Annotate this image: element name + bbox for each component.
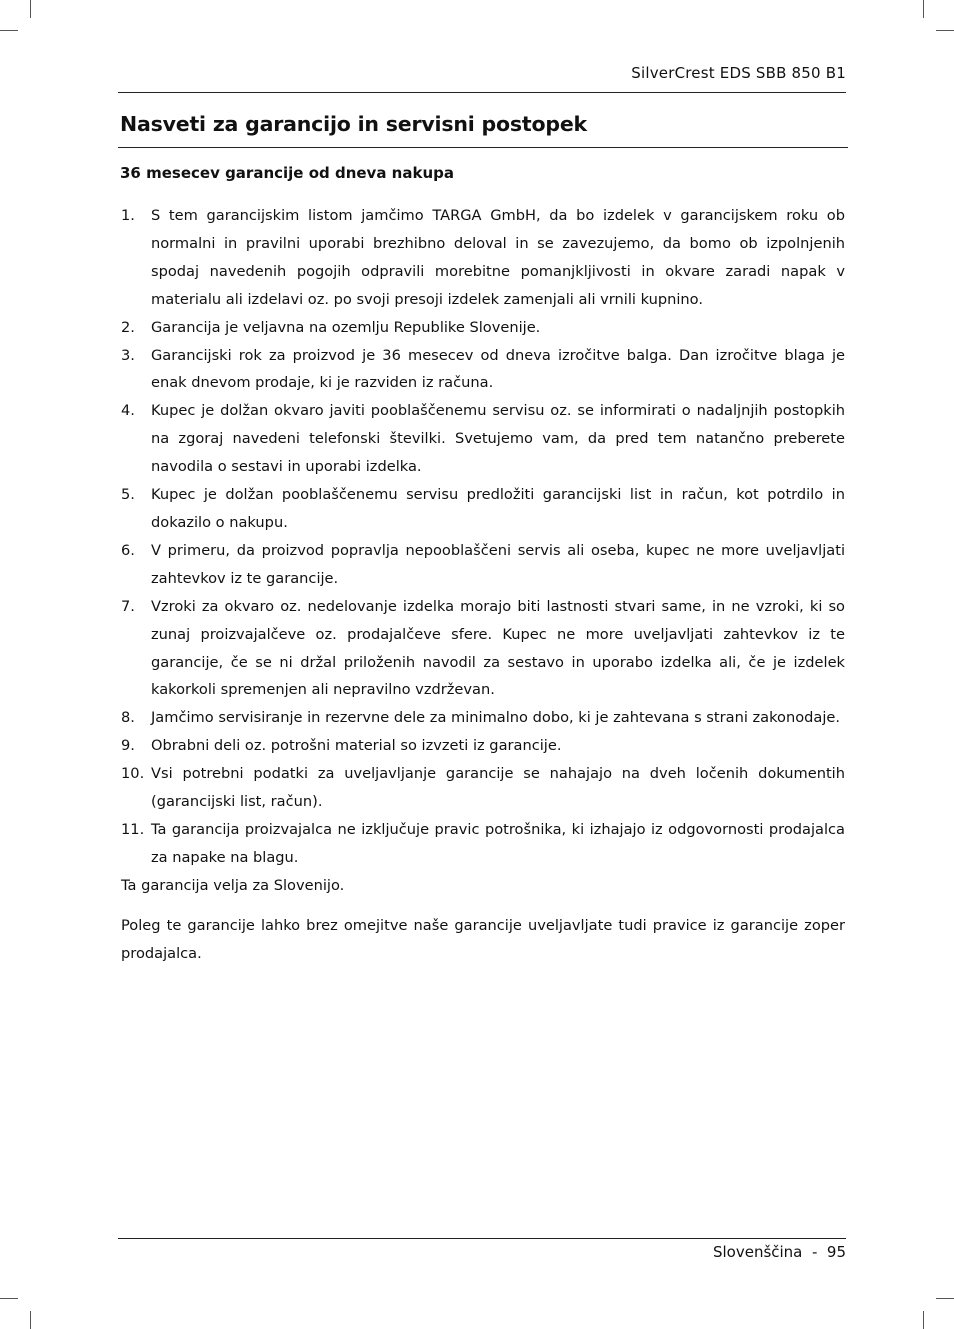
item-number: 5. (121, 486, 135, 504)
section-divider (118, 147, 848, 148)
item-number: 3. (121, 346, 135, 364)
page-number: 95 (826, 1243, 846, 1261)
document-body (121, 202, 845, 967)
list-item (121, 342, 845, 398)
closing-statement: Ta garancija velja za Slovenijo. (121, 876, 345, 894)
item-text: Kupec je dolžan pooblaščenemu servisu predložiti garancijski list in račun, kot potrdilo in dokazilo o nakupu. (151, 486, 845, 531)
item-number: 8. (121, 709, 135, 727)
item-number: 6. (121, 541, 135, 559)
item-number: 2. (121, 318, 135, 336)
product-name: SilverCrest EDS SBB 850 B1 (631, 64, 846, 82)
crop-mark (923, 0, 924, 18)
section-subtitle: 36 mesecev garancije od dneva nakupa (120, 164, 454, 182)
item-text: Jamčimo servisiranje in rezervne dele za minimalno dobo, ki je zahtevana s strani zakonodaje. (151, 709, 841, 727)
footer-language: Slovenščina (712, 1243, 803, 1261)
item-number: 11. (121, 820, 145, 838)
item-text: Vsi potrebni podatki za uveljavljanje garancije se nahajajo na dveh ločenih dokumentih (garancijski list, račun). (151, 765, 845, 811)
crop-mark (936, 1298, 954, 1299)
list-item (121, 481, 845, 537)
list-item (121, 593, 845, 705)
page-header (118, 64, 846, 93)
item-text: Vzroki za okvaro oz. nedelovanje izdelka morajo biti lastnosti stvari same, in ne vzroki, ki so zunaj proizvajalčeve oz. prodajalčeve sfere. Kupec ne more uveljavljati zahtevkov iz te garancije, če se ni držal priloženih navodil za sestavo in uporabo izdelka ali, če je izdelek kakorkoli spremenjen ali nepravilno vzdrževan. (151, 597, 845, 699)
crop-mark (0, 30, 18, 31)
crop-mark (0, 1298, 18, 1299)
item-number: 9. (121, 737, 135, 755)
list-item (121, 537, 845, 593)
item-text: Kupec je dolžan okvaro javiti pooblaščenemu servisu oz. se informirati o nadaljnjih postopkih na zgoraj navedeni telefonski številki. Svetujemo vam, da pred tem natančno preberete navodila o sestavi in uporabi izdelka. (151, 402, 845, 476)
footer-separator: - (811, 1243, 818, 1261)
list-item (121, 732, 845, 760)
list-item (121, 760, 845, 816)
section-title: Nasveti za garancijo in servisni postopek (120, 112, 587, 136)
item-text: S tem garancijskim listom jamčimo TARGA GmbH, da bo izdelek v garancijskem roku ob normalni in pravilni uporabi brezhibno deloval in se zavezujemo, da bomo ob izpolnjenih spodaj navedenih pogojih odpravili morebitne pomanjkljivosti in okvare zaradi napak v materialu ali izdelavi oz. po svoji presoji izdelek zamenjali ali vrnili kupnino. (151, 207, 845, 308)
item-text: Garancijski rok za proizvod je 36 mesecev od dneva izročitve balga. Dan izročitve blaga je enak dnevom prodaje, ki je razviden iz računa. (151, 346, 845, 392)
warranty-conditions-list (121, 202, 845, 872)
crop-mark (936, 30, 954, 31)
list-item (121, 704, 845, 732)
list-item (121, 202, 845, 314)
item-text: Ta garancija proizvajalca ne izključuje pravic potrošnika, ki izhajajo iz odgovornosti prodajalca za napake na blagu. (151, 820, 845, 866)
list-item (121, 314, 845, 342)
item-number: 1. (121, 207, 135, 224)
item-text: V primeru, da proizvod popravlja nepooblaščeni servis ali oseba, kupec ne more uveljavljati zahtevkov iz te garancije. (151, 541, 845, 587)
crop-mark (923, 1311, 924, 1329)
item-number: 10. (121, 765, 145, 783)
page-footer (118, 1238, 846, 1261)
list-item (121, 397, 845, 481)
footer-text (713, 1243, 846, 1261)
item-text: Garancija je veljavna na ozemlju Republike Slovenije. (151, 318, 541, 336)
crop-mark (30, 0, 31, 18)
item-number: 4. (121, 402, 135, 420)
crop-mark (30, 1311, 31, 1329)
list-item (121, 816, 845, 872)
item-text: Obrabni deli oz. potrošni material so izvzeti iz garancije. (151, 737, 562, 755)
item-number: 7. (121, 597, 135, 615)
additional-rights-paragraph: Poleg te garancije lahko brez omejitve naše garancije uveljavljate tudi pravice iz garancije zoper prodajalca. (121, 916, 845, 962)
